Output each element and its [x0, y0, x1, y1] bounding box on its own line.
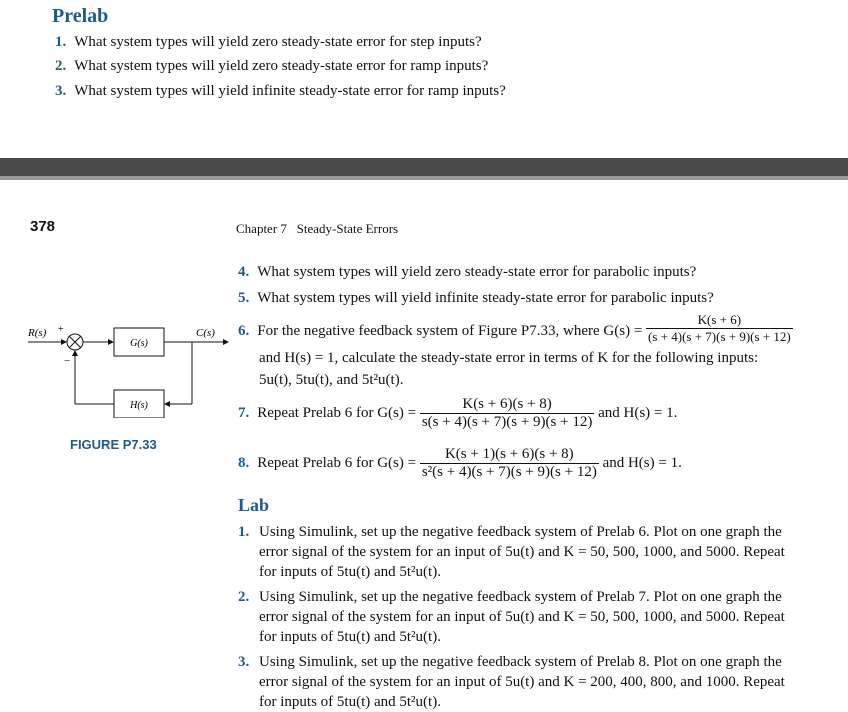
prelab-title: Prelab: [52, 5, 109, 27]
input-label: R(s): [28, 327, 47, 339]
question-4: 4. What system types will yield zero steady-state error for parabolic inputs?: [238, 264, 697, 280]
plus-sign: +: [58, 324, 64, 335]
question-8: 8. Repeat Prelab 6 for G(s) = $\frac{K(s + 1)(s + 6)(s + 8)}{\text{s²(s + 4)(s + 7)(s + 9)(s + 12)}}$ and H(s) = 1.: [238, 446, 682, 480]
transfer-function: $\frac{K(s + 6)}{(s + 4)(s + 7)(s + 9)(s + 12)}$: [648, 312, 791, 344]
lab-item: 1. Using Simulink, set up the negative feedback system of Prelab 6. Plot on one graph the error signal of the system for an input of 5u(t) and K = 50, 500, 1000, and 5000. Repeat for inputs of 5tu(t) and 5t²u(t).: [238, 524, 785, 580]
page-separator-shadow: [0, 176, 848, 180]
page-number: 378: [30, 218, 56, 235]
question-6-line3: 5u(t), 5tu(t), and 5t²u(t).: [259, 372, 404, 388]
question-6-line2: and H(s) = 1, calculate the steady-state error in terms of K for the following inputs:: [259, 350, 759, 366]
feedback-label: H(s): [130, 400, 148, 411]
lab-item: 3. Using Simulink, set up the negative feedback system of Prelab 8. Plot on one graph the error signal of the system for an input of 5u(t) and K = 200, 400, 800, and 1000. Repeat for inputs of 5tu(t) and 5t²u(t).: [238, 654, 785, 710]
prelab-item: 3. What system types will yield infinite steady-state error for ramp inputs?: [55, 83, 506, 99]
question-5: 5. What system types will yield infinite steady-state error for parabolic inputs?: [238, 290, 714, 306]
prelab-item: 1. What system types will yield zero steady-state error for step inputs?: [55, 34, 482, 50]
forward-label: G(s): [130, 338, 148, 349]
chapter-header: Chapter 7 Steady-State Errors: [236, 221, 399, 236]
transfer-function: $\frac{K(s + 1)(s + 6)(s + 8)}{\text{s²(s + 4)(s + 7)(s + 9)(s + 12)}}$: [421, 446, 597, 480]
minus-sign: −: [64, 355, 71, 367]
page-separator: [0, 158, 848, 176]
prelab-item: 2. What system types will yield zero steady-state error for ramp inputs?: [55, 58, 489, 74]
question-6: 6. For the negative feedback system of Figure P7.33, where G(s) = $\frac{K(s + 6)}{(s + 4)(s + 7)(s + 9)(s + 12)}$: [238, 312, 791, 344]
block-diagram: [20, 318, 235, 418]
figure-caption: FIGURE P7.33: [70, 437, 157, 452]
transfer-function: $\frac{K(s + 6)(s + 8)}{s(s + 4)(s + 7)(s + 9)(s + 12)}$: [421, 396, 593, 430]
question-7: 7. Repeat Prelab 6 for G(s) = $\frac{K(s + 6)(s + 8)}{s(s + 4)(s + 7)(s + 9)(s + 12)}$ and H(s) = 1.: [238, 396, 678, 430]
output-label: C(s): [196, 327, 215, 339]
lab-item: 2. Using Simulink, set up the negative feedback system of Prelab 7. Plot on one graph the error signal of the system for an input of 5u(t) and K = 50, 500, 1000, and 5000. Repeat for inputs of 5tu(t) and 5t²u(t).: [238, 589, 785, 645]
lab-title: Lab: [238, 495, 270, 515]
